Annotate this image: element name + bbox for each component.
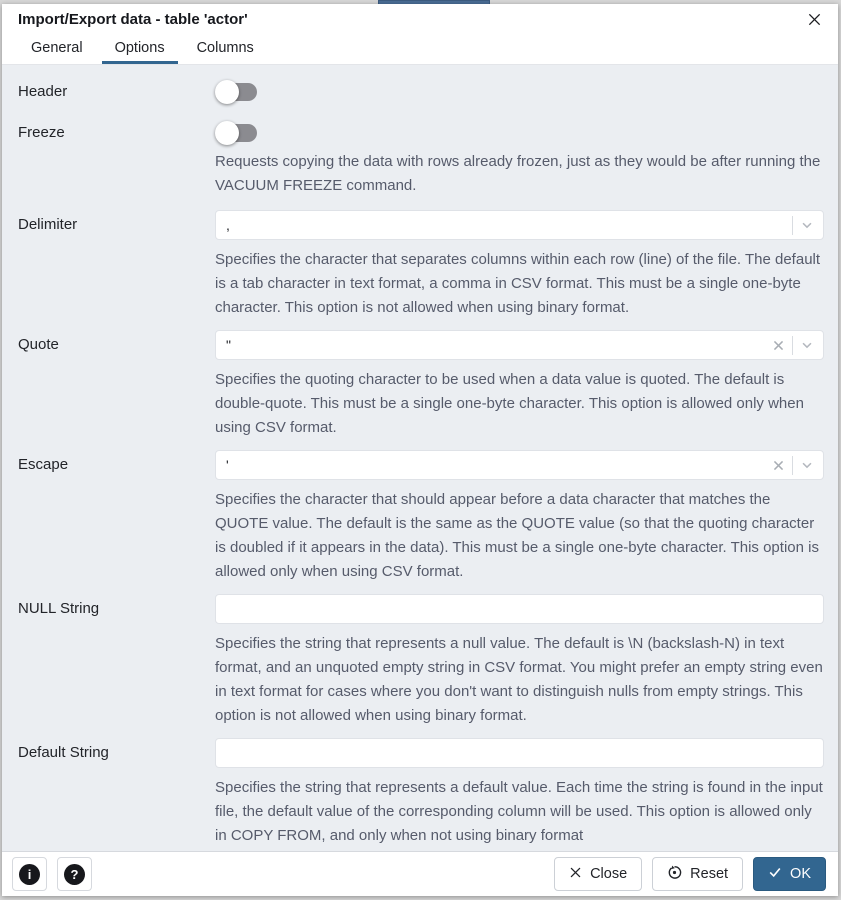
delimiter-combo (215, 210, 824, 240)
reset-button-label: Reset (690, 866, 729, 882)
default-string-input-wrap (215, 738, 824, 768)
sql-info-button[interactable] (12, 857, 47, 891)
escape-label: Escape (18, 456, 69, 473)
reset-button[interactable] (652, 857, 743, 891)
escape-combo (215, 450, 824, 480)
default-string-label: Default String (18, 744, 109, 761)
dialog-footer (2, 851, 838, 896)
reset-icon (667, 865, 682, 884)
close-button-label: Close (590, 866, 628, 882)
tab-general[interactable]: General (31, 40, 83, 56)
field-default-string (18, 738, 824, 848)
combo-separator (792, 216, 793, 235)
null-string-label: NULL String (18, 600, 100, 617)
field-null-string (18, 594, 824, 728)
dialog-tabbar (2, 35, 838, 65)
chevron-down-icon[interactable] (800, 338, 814, 352)
import-export-dialog (2, 4, 838, 896)
freeze-label: Freeze (18, 124, 65, 141)
tab-columns[interactable]: Columns (196, 40, 254, 56)
help-icon: ? (64, 864, 85, 885)
ok-button-label: OK (790, 866, 811, 882)
quote-combo (215, 330, 824, 360)
info-icon: i (19, 864, 40, 885)
default-string-help-text: Specifies the string that represents a default value. Each time the string is found in the input file, the default value of the corresponding column will be used. This option is allowed only in COPY FROM, and only when not using binary format (215, 779, 823, 844)
escape-input[interactable] (216, 451, 772, 479)
null-string-input[interactable] (216, 595, 823, 623)
options-panel (2, 65, 838, 851)
default-string-input[interactable] (216, 739, 823, 767)
quote-help-text: Specifies the quoting character to be used when a data value is quoted. The default is double-quote. This must be a single one-byte character. This option is allowed only when using CSV format. (215, 371, 804, 436)
field-header (18, 80, 824, 104)
quote-label: Quote (18, 336, 59, 353)
clear-icon[interactable] (772, 339, 785, 352)
chevron-down-icon[interactable] (800, 218, 814, 232)
help-button[interactable] (57, 857, 92, 891)
close-x-icon (569, 866, 582, 883)
escape-help-text: Specifies the character that should appear before a data character that matches the QUOTE value. The default is the same as the QUOTE value (so that the quoting character is doubled if it appears in the data). This must be a single one-byte character. This option is allowed only when using CSV format. (215, 491, 819, 580)
header-toggle[interactable] (217, 83, 257, 101)
header-label: Header (18, 83, 68, 100)
freeze-toggle[interactable] (217, 124, 257, 142)
quote-input[interactable] (216, 331, 772, 359)
dialog-titlebar (2, 4, 838, 35)
null-string-input-wrap (215, 594, 824, 624)
freeze-toggle-knob (215, 121, 239, 145)
delimiter-help-text: Specifies the character that separates columns within each row (line) of the file. The default is a tab character in text format, a comma in CSV format. This must be a single one-byte character. This option is not allowed when using binary format. (215, 251, 821, 316)
header-toggle-knob (215, 80, 239, 104)
clear-icon[interactable] (772, 459, 785, 472)
dialog-close-icon[interactable] (807, 12, 822, 27)
chevron-down-icon[interactable] (800, 458, 814, 472)
null-string-help-text: Specifies the string that represents a null value. The default is \N (backslash-N) in text format, and an unquoted empty string in CSV format. You might prefer an empty string even in text format for cases where you don't want to distinguish nulls from empty strings. This option is not allowed when using binary format. (215, 635, 823, 724)
delimiter-input[interactable] (216, 211, 792, 239)
combo-separator (792, 456, 793, 475)
delimiter-label: Delimiter (18, 216, 78, 233)
dialog-title: Import/Export data - table 'actor' (18, 11, 248, 28)
check-icon (768, 865, 782, 883)
freeze-help-text: Requests copying the data with rows already frozen, just as they would be after running the VACUUM FREEZE command. (215, 153, 821, 194)
combo-separator (792, 336, 793, 355)
field-quote (18, 330, 824, 440)
field-freeze (18, 121, 824, 198)
field-escape (18, 450, 824, 584)
close-button[interactable] (554, 857, 642, 891)
tab-options[interactable]: Options (102, 35, 178, 64)
field-delimiter (18, 210, 824, 320)
ok-button[interactable] (753, 857, 826, 891)
